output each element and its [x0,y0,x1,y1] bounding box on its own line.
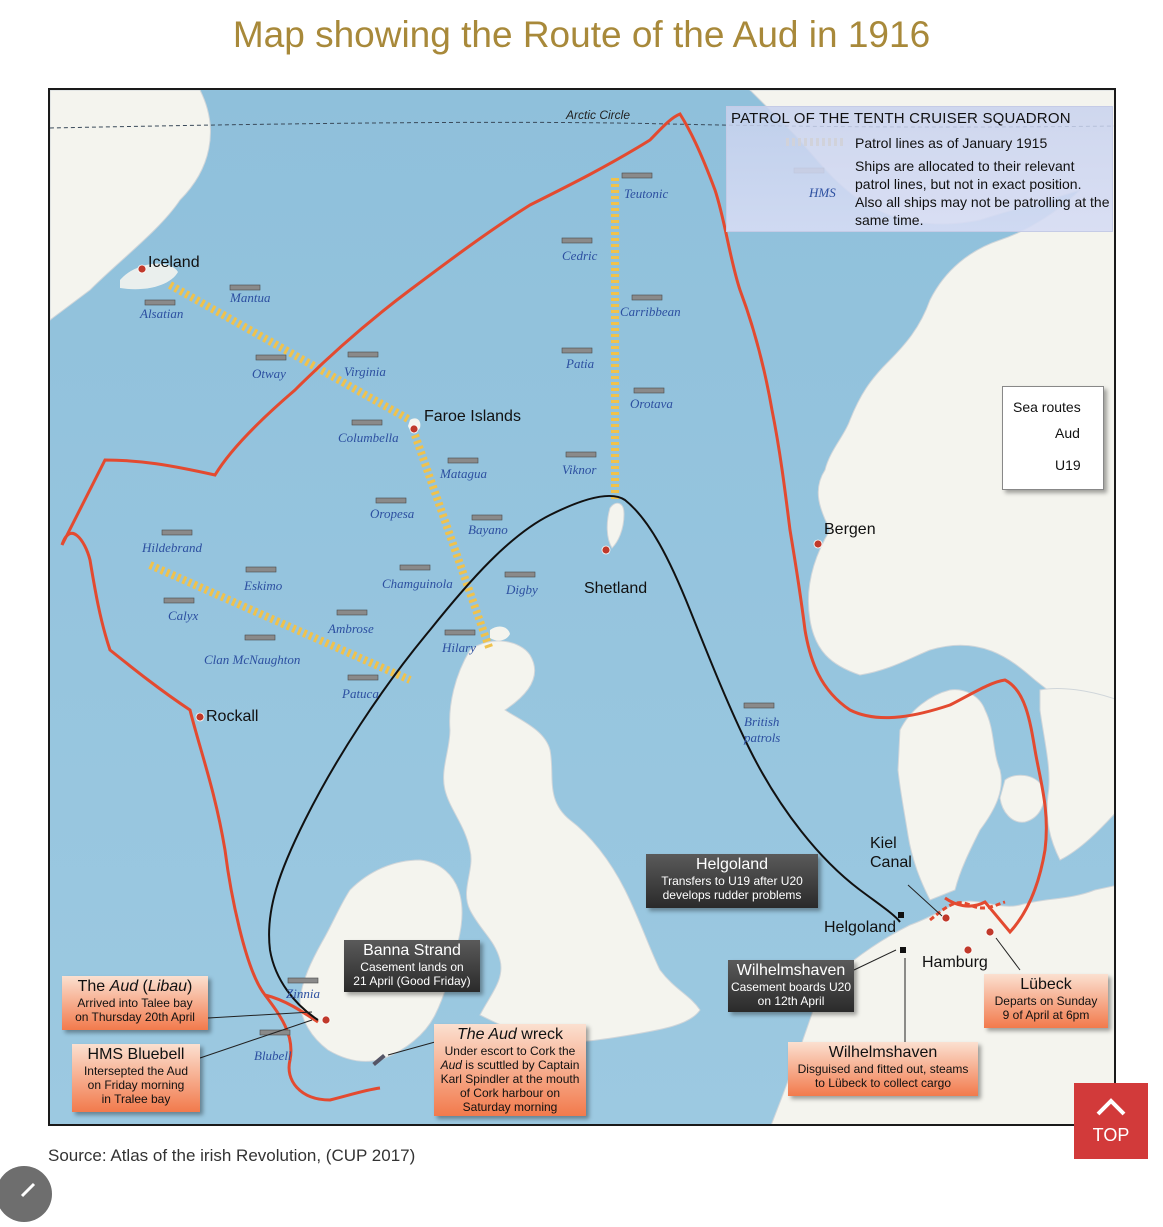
ship-icon-bayano [472,515,502,520]
ship-icon-cedric [562,238,592,243]
bergen-dot [814,540,822,548]
wreck-line3: Karl Spindler at the mouth [440,1072,580,1086]
ship-blubell: Blubell [254,1048,292,1063]
helgoland-box-line1: Transfers to U19 after U20 [661,874,803,888]
ship-icon-chamguinola [400,565,430,570]
wreck-line1: Under escort to Cork the [444,1044,576,1058]
lubeck-line1: Departs on Sunday [994,994,1098,1008]
ship-british: British [744,714,780,729]
ship-cedric: Cedric [562,248,598,263]
lubeck-dot [986,928,994,936]
wreck-line5: Saturday morning [462,1100,558,1114]
ship-patuca: Patuca [342,686,379,701]
back-to-top-label: TOP [1092,1125,1130,1145]
route-map [48,88,1116,1126]
aud-wreck-box [434,1024,586,1116]
ship-columbella: Columbella [338,430,399,445]
place-canal: Canal [870,854,912,871]
sea-routes-aud: Aud [1055,425,1080,441]
iceland-dot [138,265,146,273]
ship-icon-hildebrand [162,530,192,535]
wilhelmshaven1-line2: on 12th April [757,994,825,1008]
ship-hildebrand: Hildebrand [142,540,202,555]
bluebell-line1: Intersepted the Aud [83,1064,189,1078]
banna-dot [322,1016,330,1024]
ship-icon-british-patrols [744,703,774,708]
ship-zinnia: Zinnia [286,986,320,1001]
aud-libau-title: The Aud (Libau) [77,978,193,995]
page-title: Map showing the Route of the Aud in 1916 [232,14,931,55]
wreck-title: The Aud wreck [456,1026,564,1043]
ship-eskimo: Eskimo [244,578,283,593]
ship-icon-patia [562,348,592,353]
shetland-dot [602,546,610,554]
wilhelmshaven-u20-box [728,960,854,1012]
edit-fab-button[interactable] [0,1166,52,1222]
ship-carribbean: Carribbean [620,304,681,319]
wilhelmshaven1-line1: Casement boards U20 [730,980,852,994]
ship-virginia: Virginia [344,364,386,379]
sea-routes-title: Sea routes [1013,399,1081,415]
ship-icon-carribbean [632,295,662,300]
ship-teutonic: Teutonic [624,186,669,201]
ship-icon-columbella [352,420,382,425]
wilhelmshaven1-title: Wilhelmshaven [736,962,846,979]
place-kiel: Kiel [870,835,897,852]
place-hamburg: Hamburg [922,954,988,971]
ship-chamguinola: Chamguinola [382,576,453,591]
banna-box-line1: Casement lands on [360,960,464,974]
ship-icon-viknor [566,452,596,457]
wilhelmshaven-fitted-box [788,1042,978,1096]
ship-clan-mcnaughton: Clan McNaughton [204,652,301,667]
aud-libau-line1: Arrived into Talee bay [77,996,193,1010]
patrol-legend [726,106,1113,232]
ship-icon-ambrose [337,610,367,615]
source-caption: Source: Atlas of the irish Revolution, (CUP 2017) [48,1146,416,1165]
banna-box-line2: 21 April (Good Friday) [353,974,471,988]
place-iceland: Iceland [148,254,200,271]
ship-icon-calyx [164,598,194,603]
hms-label: HMS [809,185,836,200]
back-to-top-button[interactable] [1074,1083,1148,1159]
faroe-dot [410,425,418,433]
ship-mantua: Mantua [230,290,271,305]
ship-icon-eskimo [246,567,276,572]
ship-icon-otway [256,355,286,360]
wilhelmshaven2-title: Wilhelmshaven [828,1044,938,1061]
place-faroe-islands: Faroe Islands [424,408,521,425]
ship-bayano: Bayano [468,522,508,537]
ship-patrols: patrols [744,730,781,745]
ship-icon-digby [505,572,535,577]
arctic-circle-label: Arctic Circle [566,108,631,122]
ship-icon-orotava [634,388,664,393]
place-rockall: Rockall [206,708,259,725]
ship-icon-clan-mcnaughton [245,635,275,640]
rockall-dot [196,713,204,721]
helgoland-box [646,854,818,908]
kiel-dot [942,914,950,922]
wilhelmshaven2-line2: to Lübeck to collect cargo [814,1076,952,1090]
wilhelmshaven-marker [900,947,906,953]
sea-routes-u19: U19 [1055,457,1081,473]
ship-oropesa: Oropesa [370,506,415,521]
hms-bluebell-box [72,1044,200,1112]
patrol-lines-label: Patrol lines as of January 1915 [855,135,1048,151]
ship-patia: Patia [566,356,595,371]
bluebell-line2: on Friday morning [87,1078,185,1092]
bluebell-title: HMS Bluebell [87,1046,185,1063]
wreck-line4: of Cork harbour on [459,1086,561,1100]
helgoland-box-line2: develops rudder problems [662,888,802,902]
banna-box-title: Banna Strand [363,942,461,959]
bluebell-line3: in Tralee bay [101,1092,171,1106]
aud-libau-line2: on Thursday 20th April [75,1010,195,1024]
pencil-icon [0,1166,52,1222]
banna-strand-box [344,940,480,992]
helgoland-marker [898,912,904,918]
lubeck-line2: 9 of April at 6pm [1002,1008,1090,1022]
lubeck-box [984,974,1108,1028]
ship-icon-zinnia [288,978,318,983]
ship-ambrose: Ambrose [328,621,374,636]
patrol-legend-title: PATROL OF THE TENTH CRUISER SQUADRON [731,110,1071,127]
ship-calyx: Calyx [168,608,199,623]
aud-libau-box [62,976,208,1030]
ship-orotava: Orotava [630,396,673,411]
helgoland-box-title: Helgoland [695,856,769,873]
ship-icon-matagua [448,458,478,463]
ship-matagua: Matagua [440,466,487,481]
ship-icon-patuca [348,675,378,680]
ship-icon-teutonic [622,173,652,178]
wilhelmshaven2-line1: Disguised and fitted out, steams [797,1062,969,1076]
ship-icon-oropesa [376,498,406,503]
ship-hilary: Hilary [442,640,476,655]
ship-icon-hilary [445,630,475,635]
place-bergen: Bergen [824,521,876,538]
ship-digby: Digby [506,582,538,597]
ship-icon-alsatian [145,300,175,305]
ships-note: Ships are allocated to their relevant patrol lines, but not in exact position. Also all ships may not be patrolling at the same time. [855,158,1110,228]
ship-alsatian: Alsatian [140,306,184,321]
wreck-line2: Aud is scuttled by Captain [440,1058,580,1072]
ship-otway: Otway [252,366,286,381]
ship-viknor: Viknor [562,462,597,477]
hamburg-dot [964,946,972,954]
place-helgoland: Helgoland [824,919,897,936]
lubeck-title: Lübeck [1020,976,1072,993]
ship-icon-virginia [348,352,378,357]
chevron-up-icon [1095,1097,1127,1117]
place-shetland: Shetland [584,580,648,597]
sea-routes-legend [1002,386,1104,490]
